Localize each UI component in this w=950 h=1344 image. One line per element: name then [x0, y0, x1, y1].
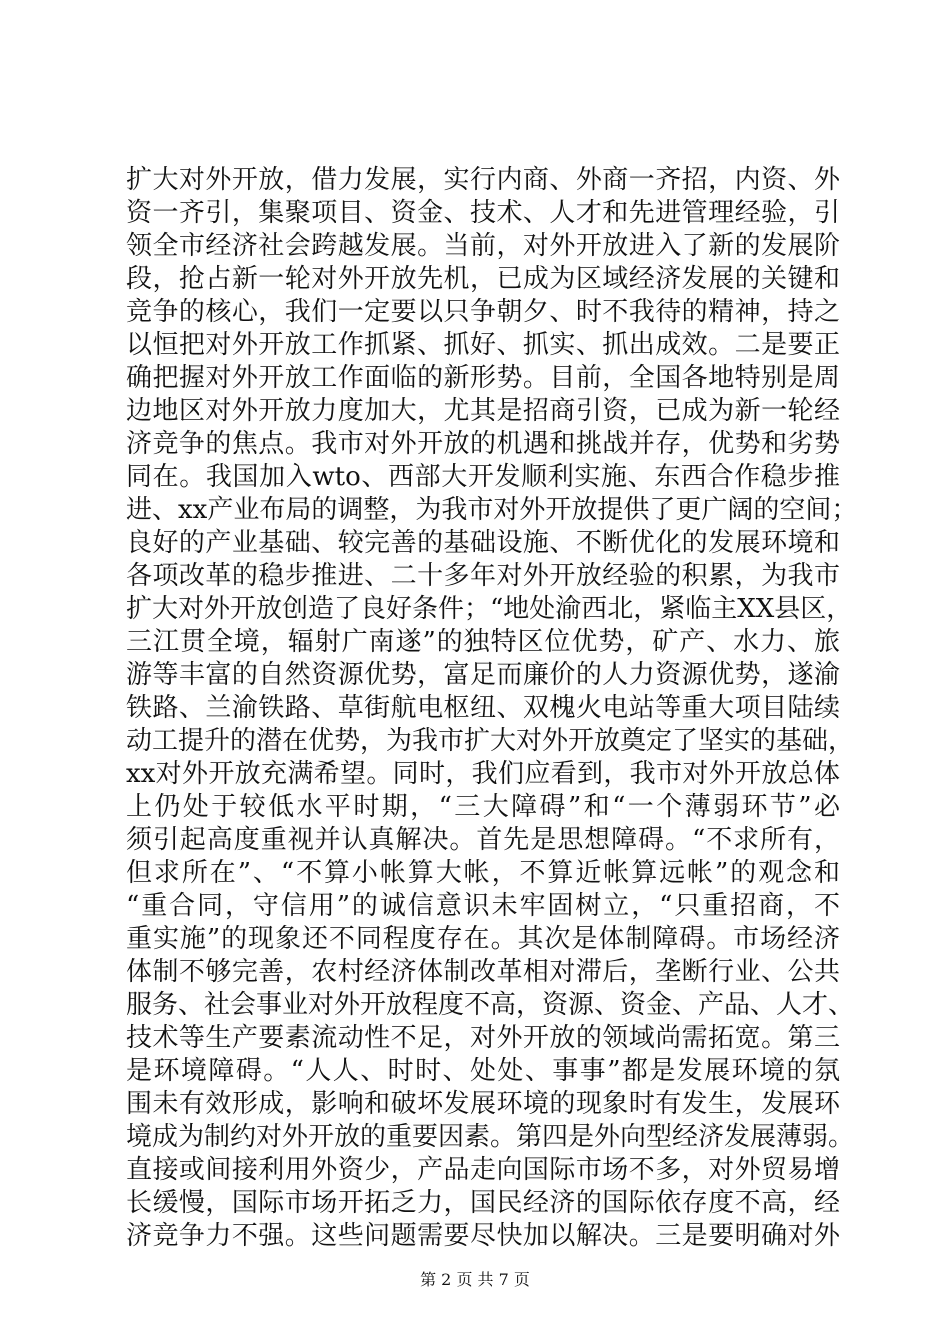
text-line-16: 游等丰富的自然资源优势，富足而廉价的人力资源优势，遂渝 — [126, 660, 840, 690]
page-indicator: 第 2 页 共 7 页 — [420, 1270, 530, 1289]
text-line-28: 是环境障碍。“人人、时时、处处、事事”都是发展环境的氛 — [126, 1056, 840, 1086]
text-line-19: xx对外开放充满希望。同时，我们应看到，我市对外开放总体 — [126, 759, 840, 789]
text-line-26: 服务、社会事业对外开放程度不高，资源、资金、产品、人才、 — [126, 990, 855, 1020]
text-line-14: 扩大对外开放创造了良好条件；“地处渝西北，紧临主XX县区， — [126, 594, 853, 624]
text-line-30: 境成为制约对外开放的重要因素。第四是外向型经济发展薄弱。 — [126, 1122, 855, 1152]
text-line-23: “重合同，守信用”的诚信意识未牢固树立，“只重招商，不 — [126, 891, 840, 921]
text-line-7: 确把握对外开放工作面临的新形势。目前，全国各地特别是周 — [126, 363, 840, 393]
text-line-33: 济竞争力不强。这些问题需要尽快加以解决。三是要明确对外 — [126, 1221, 840, 1251]
body-text — [126, 164, 858, 1253]
text-line-13: 各项改革的稳步推进、二十多年对外开放经验的积累，为我市 — [126, 561, 840, 591]
text-line-11: 进、xx产业布局的调整，为我市对外开放提供了更广阔的空间； — [126, 495, 858, 525]
text-line-29: 围未有效形成，影响和破坏发展环境的现象时有发生，发展环 — [126, 1089, 840, 1119]
text-line-8: 边地区对外开放力度加大，尤其是招商引资，已成为新一轮经 — [126, 396, 840, 426]
text-line-12: 良好的产业基础、较完善的基础设施、不断优化的发展环境和 — [126, 528, 840, 558]
text-line-17: 铁路、兰渝铁路、草街航电枢纽、双槐火电站等重大项目陆续 — [126, 693, 840, 723]
page-footer — [0, 1270, 950, 1290]
text-line-1: 扩大对外开放，借力发展，实行内商、外商一齐招，内资、外 — [126, 165, 840, 195]
text-line-24: 重实施”的现象还不同程度存在。其次是体制障碍。市场经济 — [126, 924, 840, 954]
text-line-27: 技术等生产要素流动性不足，对外开放的领域尚需拓宽。第三 — [126, 1023, 840, 1053]
text-line-22: 但求所在”、“不算小帐算大帐，不算近帐算远帐”的观念和 — [126, 858, 840, 888]
text-line-4: 段，抢占新一轮对外开放先机，已成为区域经济发展的关键和 — [126, 264, 840, 294]
text-line-15: 三江贯全境，辐射广南遂”的独特区位优势，矿产、水力、旅 — [126, 627, 840, 657]
text-line-32: 长缓慢，国际市场开拓乏力，国民经济的国际依存度不高，经 — [126, 1188, 840, 1218]
text-line-6: 以恒把对外开放工作抓紧、抓好、抓实、抓出成效。二是要正 — [126, 330, 840, 360]
text-line-31: 直接或间接利用外资少，产品走向国际市场不多，对外贸易增 — [126, 1155, 840, 1185]
text-line-20: 上仍处于较低水平时期，“三大障碍”和“一个薄弱环节”必 — [126, 792, 840, 822]
text-line-2: 资一齐引，集聚项目、资金、技术、人才和先进管理经验，引 — [126, 198, 840, 228]
text-line-5: 竞争的核心，我们一定要以只争朝夕、时不我待的精神，持之 — [126, 297, 840, 327]
text-line-21: 须引起高度重视并认真解决。首先是思想障碍。“不求所有， — [126, 825, 840, 855]
text-line-10: 同在。我国加入wto、西部大开发顺利实施、东西合作稳步推 — [126, 462, 840, 492]
text-line-3: 领全市经济社会跨越发展。当前，对外开放进入了新的发展阶 — [126, 231, 840, 261]
text-line-9: 济竞争的焦点。我市对外开放的机遇和挑战并存，优势和劣势 — [126, 429, 840, 459]
text-line-25: 体制不够完善，农村经济体制改革相对滞后，垄断行业、公共 — [126, 957, 840, 987]
text-line-18: 动工提升的潜在优势，为我市扩大对外开放奠定了坚实的基础， — [126, 726, 855, 756]
